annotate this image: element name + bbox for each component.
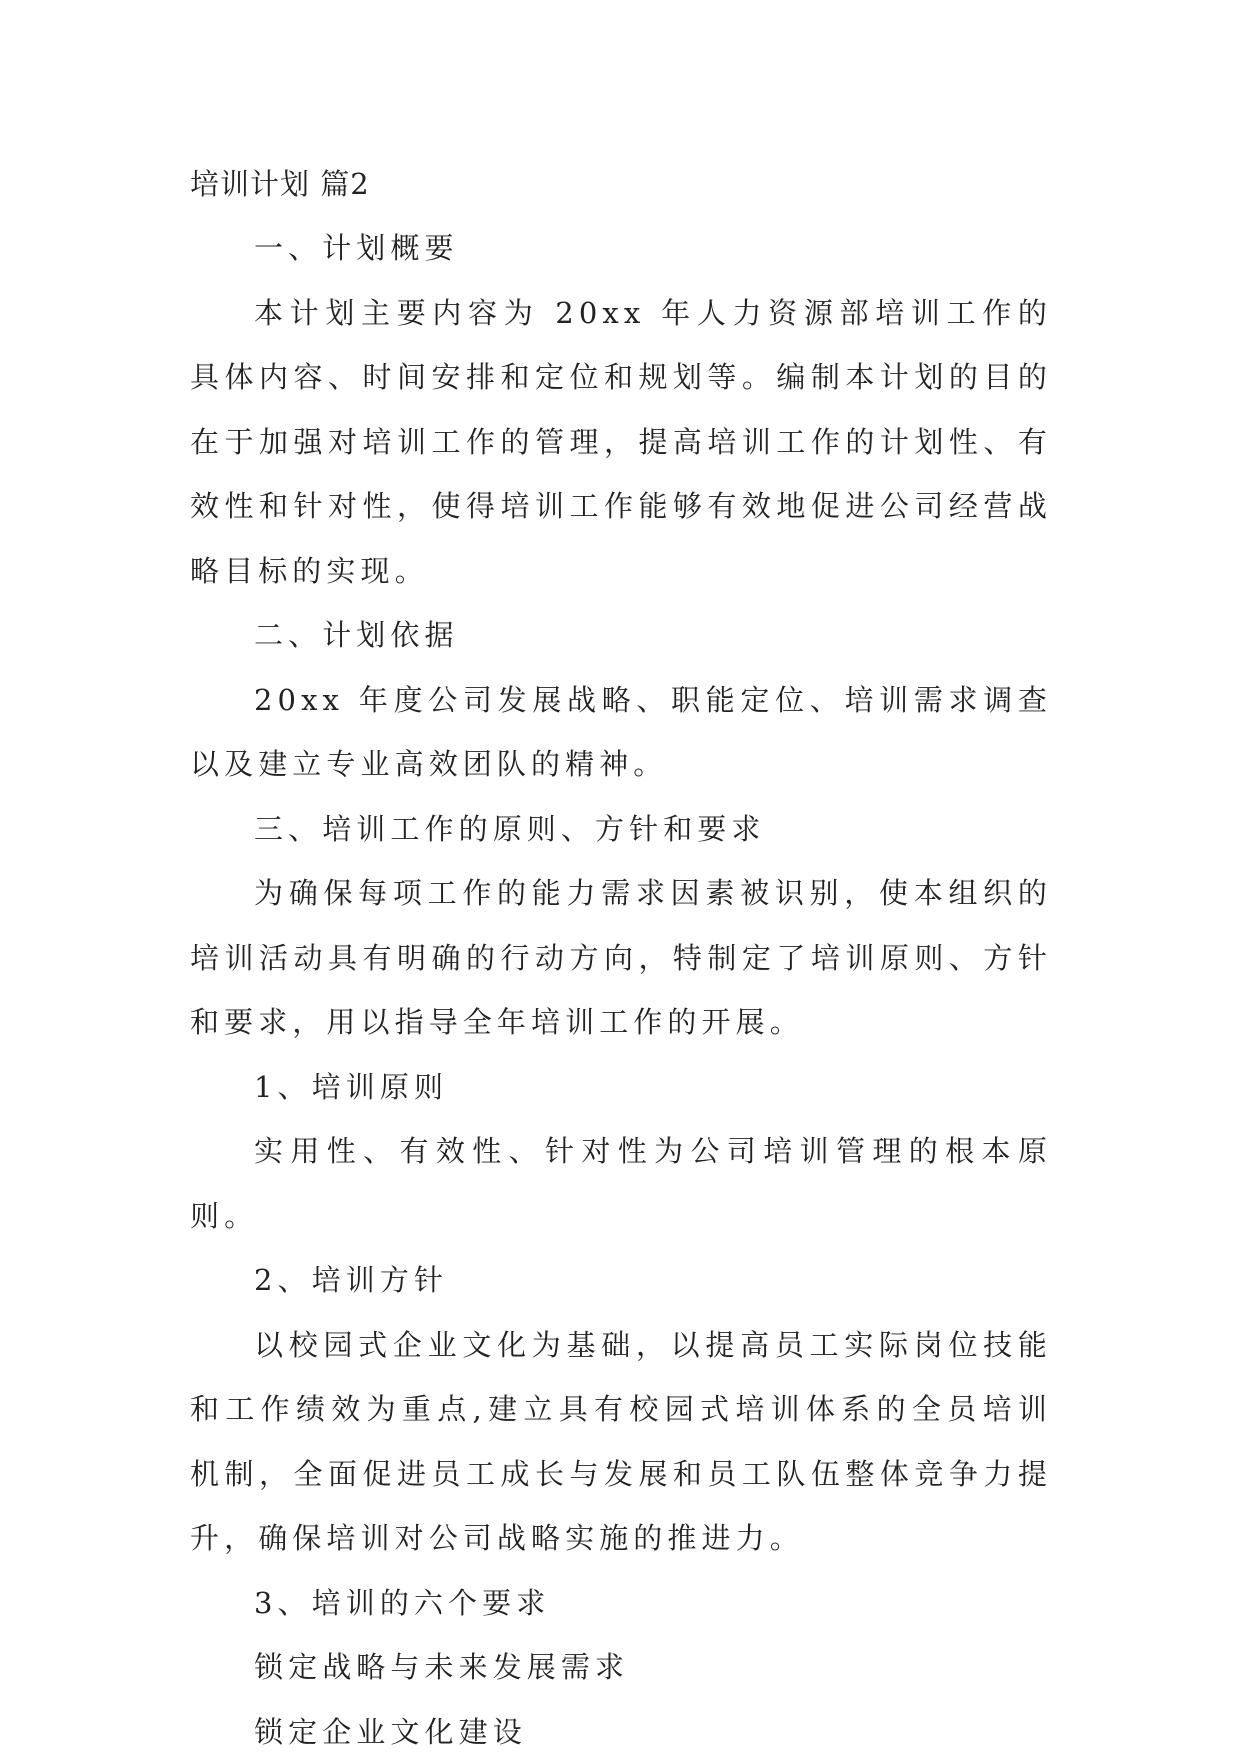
document-body [190, 216, 1052, 1764]
section-heading-principles: 三、培训工作的原则、方针和要求 [190, 797, 1052, 862]
requirement-item: 锁定战略与未来发展需求 [190, 1635, 1052, 1700]
section-heading-basis: 二、计划依据 [190, 603, 1052, 668]
paragraph-training-policy: 以校园式企业文化为基础，以提高员工实际岗位技能和工作绩效为重点,建立具有校园式培训体系的全员培训机制，全面促进员工成长与发展和员工队伍整体竞争力提升，确保培训对公司战略实施的推进力。 [190, 1313, 1052, 1571]
requirement-item: 锁定企业文化建设 [190, 1700, 1052, 1764]
paragraph-overview: 本计划主要内容为 20xx 年人力资源部培训工作的具体内容、时间安排和定位和规划等。编制本计划的目的在于加强对培训工作的管理，提高培训工作的计划性、有效性和针对性，使得培训工作能够有效地促进公司经营战略目标的实现。 [190, 281, 1052, 604]
subheading-training-policy: 2、培训方针 [190, 1248, 1052, 1313]
paragraph-principles: 为确保每项工作的能力需求因素被识别，使本组织的培训活动具有明确的行动方向，特制定了培训原则、方针和要求，用以指导全年培训工作的开展。 [190, 861, 1052, 1055]
paragraph-training-principle: 实用性、有效性、针对性为公司培训管理的根本原则。 [190, 1119, 1052, 1248]
subheading-six-requirements: 3、培训的六个要求 [190, 1571, 1052, 1636]
paragraph-basis: 20xx 年度公司发展战略、职能定位、培训需求调查以及建立专业高效团队的精神。 [190, 668, 1052, 797]
document-title: 培训计划 篇2 [190, 164, 370, 204]
section-heading-overview: 一、计划概要 [190, 216, 1052, 281]
subheading-training-principle: 1、培训原则 [190, 1055, 1052, 1120]
